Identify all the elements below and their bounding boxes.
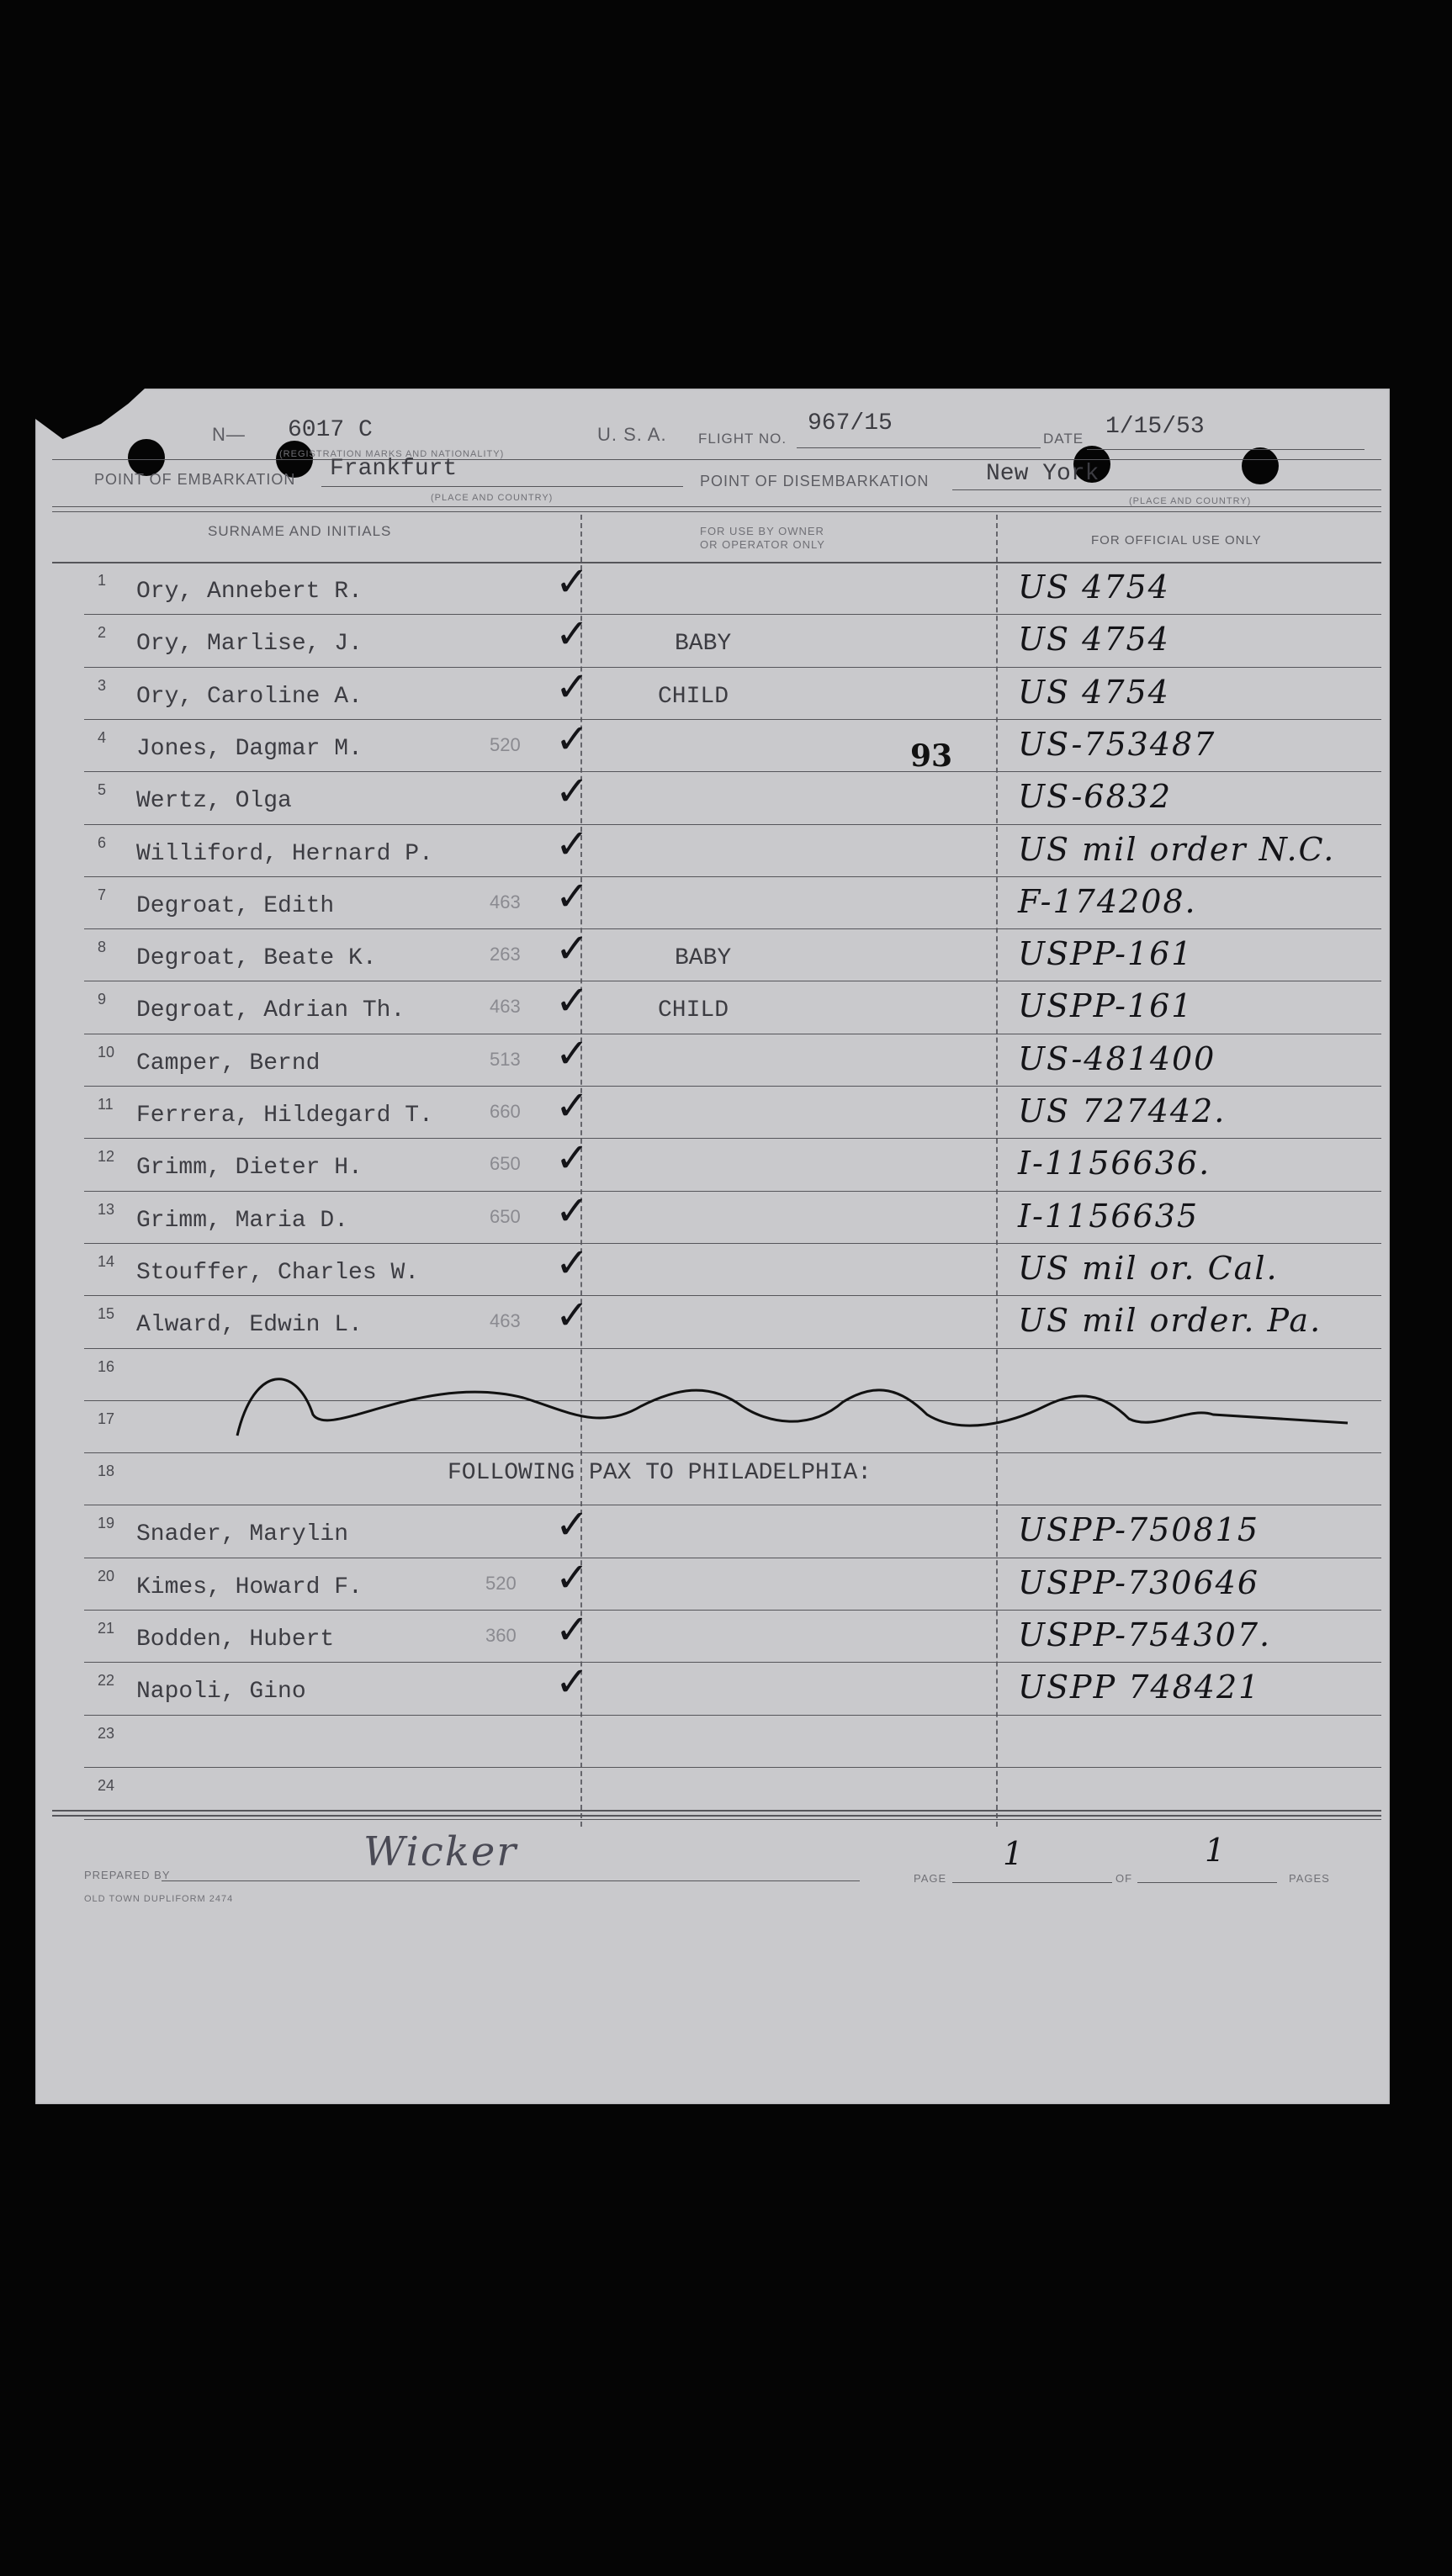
place-caption-2: (PLACE AND COUNTRY) bbox=[1129, 496, 1252, 506]
passenger-name: Alward, Edwin L. bbox=[136, 1312, 363, 1339]
operator-note: CHILD bbox=[658, 997, 729, 1024]
row-line bbox=[84, 1452, 1381, 1453]
column-divider bbox=[996, 515, 998, 1827]
page-number: 1 bbox=[1003, 1835, 1025, 1872]
passenger-name: Wertz, Olga bbox=[136, 788, 292, 815]
registration-caption: (REGISTRATION MARKS AND NATIONALITY) bbox=[279, 449, 505, 459]
passenger-name: Grimm, Dieter H. bbox=[136, 1155, 363, 1182]
official-entry: USPP 748421 bbox=[1018, 1669, 1261, 1706]
row-line bbox=[84, 719, 1381, 720]
official-entry: US-6832 bbox=[1018, 778, 1172, 816]
row-number: 19 bbox=[98, 1515, 115, 1532]
check-mark: ✓ bbox=[555, 1608, 590, 1653]
passenger-name: Degroat, Beate K. bbox=[136, 945, 377, 972]
row-line bbox=[84, 614, 1381, 615]
row-number: 14 bbox=[98, 1252, 115, 1270]
check-mark: ✓ bbox=[555, 1084, 590, 1129]
passenger-name: Ory, Caroline A. bbox=[136, 683, 363, 710]
official-entry: US 4754 bbox=[1018, 569, 1170, 606]
pencil-weight: 520 bbox=[490, 733, 521, 755]
check-mark: ✓ bbox=[555, 1503, 590, 1548]
philadelphia-note: FOLLOWING PAX TO PHILADELPHIA: bbox=[448, 1460, 872, 1486]
stamp-number: 93 bbox=[910, 738, 953, 774]
passenger-name: Ory, Annebert R. bbox=[136, 579, 363, 605]
pencil-weight: 463 bbox=[490, 891, 521, 912]
check-mark: ✓ bbox=[555, 612, 590, 658]
row-line bbox=[84, 1662, 1381, 1663]
row-line bbox=[84, 1138, 1381, 1139]
row-number: 20 bbox=[98, 1567, 115, 1584]
place-caption: (PLACE AND COUNTRY) bbox=[431, 493, 554, 503]
operator-note: BABY bbox=[675, 945, 732, 972]
check-mark: ✓ bbox=[555, 874, 590, 919]
check-mark: ✓ bbox=[555, 1188, 590, 1234]
usa-label: U. S. A. bbox=[597, 424, 667, 445]
check-mark: ✓ bbox=[555, 822, 590, 867]
page-count: 1 bbox=[1205, 1832, 1227, 1869]
check-mark: ✓ bbox=[555, 1031, 590, 1076]
official-entry: US mil order. Pa. bbox=[1018, 1302, 1322, 1340]
row-number: 7 bbox=[98, 886, 107, 903]
official-entry: USPP-750815 bbox=[1018, 1511, 1260, 1549]
check-mark: ✓ bbox=[555, 1293, 590, 1339]
official-entry: USPP-161 bbox=[1018, 935, 1194, 973]
date-label: DATE bbox=[1043, 431, 1084, 447]
row-number: 22 bbox=[98, 1672, 115, 1690]
n-label: N— bbox=[212, 424, 246, 445]
passenger-name: Degroat, Edith bbox=[136, 892, 335, 919]
row-line bbox=[84, 1819, 1381, 1820]
official-entry: USPP-754307. bbox=[1018, 1616, 1272, 1653]
passenger-name: Jones, Dagmar M. bbox=[136, 735, 363, 762]
disembarkation-value: New York bbox=[986, 461, 1100, 487]
row-number: 2 bbox=[98, 624, 107, 642]
check-mark: ✓ bbox=[555, 770, 590, 815]
passenger-name: Ferrera, Hildegard T. bbox=[136, 1103, 433, 1129]
form-id: OLD TOWN DUPLIFORM 2474 bbox=[84, 1894, 234, 1904]
official-entry: US-481400 bbox=[1018, 1039, 1216, 1077]
passenger-name: Kimes, Howard F. bbox=[136, 1574, 363, 1600]
column-header-owner-line1: FOR USE BY OWNER bbox=[700, 525, 824, 537]
row-number: 8 bbox=[98, 939, 107, 956]
official-entry: I-1156636. bbox=[1018, 1145, 1211, 1182]
passenger-name: Bodden, Hubert bbox=[136, 1627, 335, 1653]
official-entry: US 727442. bbox=[1018, 1092, 1227, 1129]
row-number: 5 bbox=[98, 781, 107, 799]
row-line bbox=[84, 1348, 1381, 1349]
check-mark: ✓ bbox=[555, 927, 590, 972]
pencil-weight: 360 bbox=[485, 1625, 517, 1646]
signature: Wicker bbox=[363, 1828, 518, 1875]
official-entry: US-753487 bbox=[1018, 725, 1216, 763]
row-number: 18 bbox=[98, 1463, 115, 1480]
passenger-name: Camper, Bernd bbox=[136, 1050, 321, 1076]
row-line bbox=[84, 1086, 1381, 1087]
row-number: 10 bbox=[98, 1043, 115, 1061]
row-number: 6 bbox=[98, 833, 107, 851]
row-line bbox=[84, 928, 1381, 929]
row-number: 3 bbox=[98, 676, 107, 694]
row-line bbox=[84, 667, 1381, 668]
passenger-name: Napoli, Gino bbox=[136, 1679, 306, 1706]
row-number: 13 bbox=[98, 1200, 115, 1218]
row-line bbox=[84, 771, 1381, 772]
row-line bbox=[84, 1767, 1381, 1768]
flight-label: FLIGHT NO. bbox=[698, 431, 787, 447]
row-line bbox=[84, 1295, 1381, 1296]
row-line bbox=[84, 1191, 1381, 1192]
operator-note: BABY bbox=[675, 631, 732, 658]
column-header-owner-line2: OR OPERATOR ONLY bbox=[700, 538, 825, 551]
pencil-weight: 463 bbox=[490, 996, 521, 1018]
date-value: 1/15/53 bbox=[1105, 414, 1205, 440]
official-entry: US mil order N.C. bbox=[1018, 830, 1336, 868]
row-line bbox=[84, 1715, 1381, 1716]
pencil-weight: 463 bbox=[490, 1310, 521, 1332]
official-entry: USPP-161 bbox=[1018, 987, 1194, 1025]
official-entry: US 4754 bbox=[1018, 621, 1170, 659]
check-mark: ✓ bbox=[555, 1555, 590, 1600]
of-label: OF bbox=[1115, 1872, 1133, 1885]
row-line bbox=[84, 1610, 1381, 1611]
column-header-name: SURNAME AND INITIALS bbox=[208, 523, 392, 539]
operator-note: CHILD bbox=[658, 683, 729, 710]
check-mark: ✓ bbox=[555, 1240, 590, 1286]
check-mark: ✓ bbox=[555, 664, 590, 710]
official-entry: I-1156635 bbox=[1018, 1197, 1200, 1235]
embarkation-value: Frankfurt bbox=[330, 456, 458, 482]
torn-corner bbox=[35, 389, 145, 439]
row-number: 12 bbox=[98, 1148, 115, 1166]
embarkation-label: POINT OF EMBARKATION bbox=[94, 471, 296, 488]
pencil-weight: 650 bbox=[490, 1205, 521, 1227]
pencil-weight: 660 bbox=[490, 1101, 521, 1122]
row-line bbox=[84, 1243, 1381, 1244]
row-line bbox=[84, 824, 1381, 825]
passenger-name: Williford, Hernard P. bbox=[136, 840, 433, 867]
row-number: 17 bbox=[98, 1410, 115, 1427]
row-number: 23 bbox=[98, 1724, 115, 1742]
column-header-official: FOR OFFICIAL USE ONLY bbox=[1091, 533, 1262, 547]
pencil-weight: 513 bbox=[490, 1048, 521, 1070]
official-entry: US mil or. Cal. bbox=[1018, 1249, 1279, 1287]
check-mark: ✓ bbox=[555, 1660, 590, 1706]
registration-number: 6017 C bbox=[288, 417, 373, 443]
row-number: 21 bbox=[98, 1620, 115, 1637]
official-entry: F-174208. bbox=[1018, 882, 1197, 920]
passenger-name: Ory, Marlise, J. bbox=[136, 631, 363, 658]
check-mark: ✓ bbox=[555, 560, 590, 605]
crossed-out-squiggle bbox=[204, 1356, 1381, 1448]
row-number: 24 bbox=[98, 1776, 115, 1794]
row-line bbox=[84, 876, 1381, 877]
prepared-by-label: PREPARED BY bbox=[84, 1869, 171, 1881]
official-entry: US 4754 bbox=[1018, 673, 1170, 711]
manifest-sheet bbox=[35, 389, 1390, 2104]
passenger-name: Degroat, Adrian Th. bbox=[136, 997, 405, 1024]
passenger-name: Grimm, Maria D. bbox=[136, 1207, 349, 1234]
disembarkation-label: POINT OF DISEMBARKATION bbox=[700, 473, 930, 489]
check-mark: ✓ bbox=[555, 1136, 590, 1182]
page-label: PAGE bbox=[914, 1872, 947, 1885]
flight-number: 967/15 bbox=[808, 410, 893, 436]
pencil-weight: 263 bbox=[490, 944, 521, 965]
pencil-weight: 520 bbox=[485, 1572, 517, 1594]
row-number: 9 bbox=[98, 991, 107, 1008]
check-mark: ✓ bbox=[555, 717, 590, 762]
row-number: 16 bbox=[98, 1357, 115, 1375]
official-entry: USPP-730646 bbox=[1018, 1563, 1260, 1601]
row-number: 4 bbox=[98, 728, 107, 746]
pencil-weight: 650 bbox=[490, 1153, 521, 1175]
passenger-name: Snader, Marylin bbox=[136, 1521, 349, 1548]
punch-hole bbox=[1242, 447, 1279, 484]
row-number: 1 bbox=[98, 572, 107, 589]
pages-label: PAGES bbox=[1289, 1872, 1330, 1885]
row-number: 15 bbox=[98, 1305, 115, 1323]
check-mark: ✓ bbox=[555, 979, 590, 1024]
row-number: 11 bbox=[98, 1096, 114, 1113]
passenger-name: Stouffer, Charles W. bbox=[136, 1259, 420, 1286]
